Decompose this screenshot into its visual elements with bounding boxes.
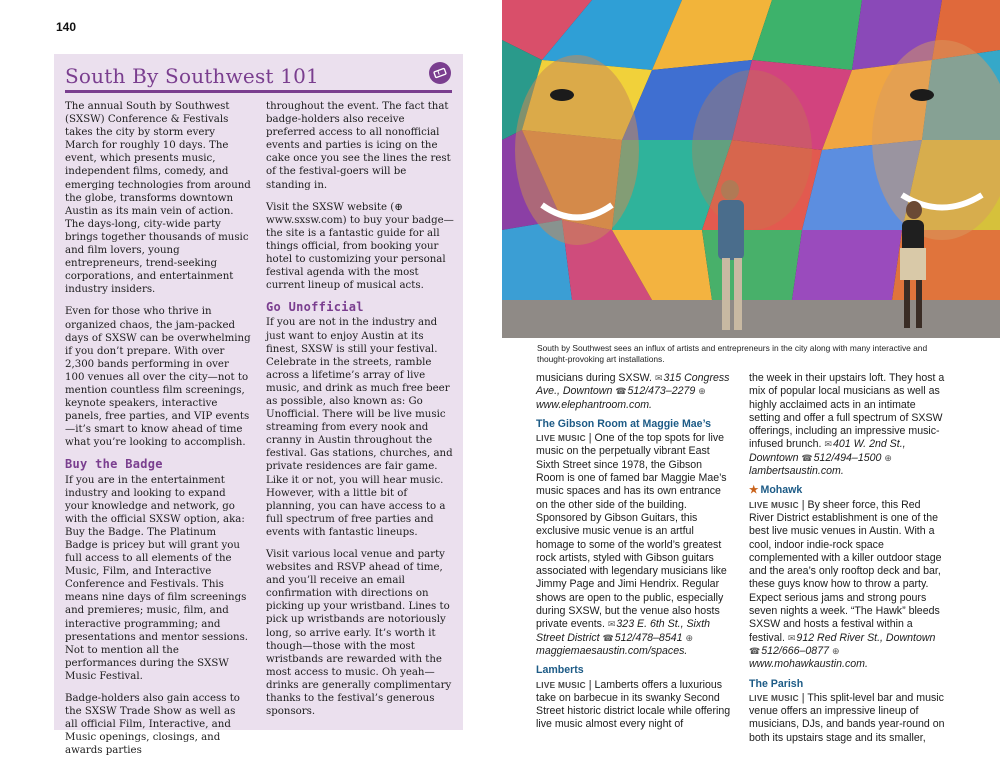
website-link[interactable]: www.elephantroom.com. [536,398,652,411]
sidebar-title: South By Southwest 101 [65,64,319,88]
phone-icon: ☎ [602,632,614,643]
star-icon: ★ [749,484,759,497]
category-label: LIVE MUSIC [536,434,586,444]
ticket-icon [429,62,451,84]
category-label: LIVE MUSIC [749,693,799,703]
sidebar-paragraph: If you are in the entertainment industry and looking to expand your knowledge and network, go with the official SXSW option, aka: Buy the Badge. The Platinum Badge is pricey but will grant you full access to all elements of the Music, Film, and Interactive Conference and Festivals. This means nine days of film screenings and premieres; music, film, and interactive programming; and presentations and mentor sessions. Not to mention all the performances during the SXSW Music Festival. [65,474,249,682]
address: 912 Red River St., Downtown [796,631,936,644]
heading-buy-the-badge: Buy the Badge [65,457,163,472]
continuation-text: the week in their upstairs loft. They host a mix of popular local musicians as well as highly acclaimed acts in an intimate setting and offer a full spectrum of SXSW offerings, including an impressive music-infused brunch. [749,372,945,451]
address: 401 W. 2nd St., Downtown [749,438,906,464]
website-link[interactable]: maggiemaesaustin.com/spaces. [536,644,688,657]
web-icon: ⊕ [698,386,706,397]
continuation-text: musicians during SXSW. [536,372,652,384]
address: 323 E. 6th St., Sixth Street District [536,618,711,644]
mural-photo [502,0,1000,338]
page-number: 140 [56,20,77,34]
sidebar-paragraph: The annual South by Southwest (SXSW) Conference & Festivals takes the city by storm every March for roughly 10 days. The event, which presents music, independent films, comedy, and emerging technologies from around the globe, transforms downtown Austin as its main vein of action. The days-long, city-wide party brings together thousands of music and film lovers, young entrepreneurs, trend-seeking corporations, and entertainment industry insiders. [65,101,251,296]
sidebar-paragraph: Even for those who thrive in organized chaos, the jam-packed days of SXSW can be overwhelming if you don’t prepare. With over 2,300 bands performing in over 100 venues all over the city—not to mention countless film screenings, keynote speakers, interactive panels, free parties, and VIP events—it’s smart to know ahead of time what you’re looking to accomplish. [65,306,251,449]
listings-column-b [749,372,945,751]
mail-icon: ✉ [607,619,616,630]
mail-icon: ✉ [824,439,832,450]
web-icon: ⊕ [884,452,892,463]
website-link[interactable]: lambertsaustin.com. [749,465,844,478]
website-link[interactable]: www.mohawkaustin.com. [749,658,868,671]
phone-icon: ☎ [749,645,761,656]
mail-icon: ✉ [787,632,796,643]
phone-number: 512/478–8541 [614,631,683,644]
photo-caption: South by Southwest sees an influx of artists and entrepreneurs in the city along with many interactive and thought-provoking art installations. [537,343,928,364]
web-icon: ⊕ [685,632,694,643]
sidebar-paragraph: Badge-holders also gain access to the SXSW Trade Show as well as all official Film, Interactive, and Music openings, closings, and awards parties [65,693,240,757]
venue-name-mohawk [749,484,945,497]
sidebar-rule [65,90,452,93]
venue-name-gibson: The Gibson Room at Maggie Mae’s [536,417,712,430]
listing-parish: LIVE MUSIC | This split-level bar and music venue offers an impressive lineup of musicians, DJs, and bands year-round on both its upstairs stage and its smaller, [749,691,945,744]
listing-lamberts: LIVE MUSIC | Lamberts offers a luxurious take on barbecue in its swanky Second Street historic district locale while offering live music almost every night of [536,678,731,731]
venue-description: This split-level bar and music venue offers an impressive lineup of musicians, DJs, and bands year-round on both its upstairs stage and its smaller, [749,691,945,744]
web-icon: ⊕ [831,645,840,656]
sidebar-column-right [266,100,454,727]
mail-icon: ✉ [654,373,663,383]
phone-number: 512/494–1500 [813,451,882,464]
listings-column-a [536,372,732,738]
heading-go-unofficial: Go Unofficial [266,300,364,315]
address: 315 Congress Ave., Downtown [536,372,730,398]
sidebar-column-left [65,100,251,767]
sidebar-paragraph: Visit the SXSW website (⊕ www.sxsw.com) to buy your badge—the site is a fantastic guide for all things official, from booking your hotel to customizing your personal festival agenda with the most current lineup of musical acts. [266,201,454,292]
venue-name-parish: The Parish [749,677,804,690]
phone-icon: ☎ [801,452,813,463]
venue-description: One of the top spots for live music on the perpetually vibrant East Sixth Street since 1978, the Gibson Room is one of famed bar Maggie Mae’s music spaces and has its own entrance on the other side of the building. Sponsored by Gibson Guitars, this exclusive music venue is an artful homage to some of the world’s greatest rock artists, styled with Gibson guitars associated with legendary musicians like Jimmy Page and Jimi Hendrix. Regular shows are open to the public, especially during SXSW, but the venue also hosts private events. [536,432,727,631]
category-label: LIVE MUSIC [536,680,586,690]
listing-continuation [536,372,732,412]
venue-title: Mohawk [760,484,803,497]
venue-description: By sheer force, this Red River District establishment is one of the best live music venues in Austin. With a cool, indoor indie-rock space complemented with a killer outdoor stage and the area’s only rooftop deck and bar, these guys know how to throw a party. Expect serious jams and strong pours seven nights a week. “The Hawk” bleeds SXSW and hosts a festival within a festival. [749,498,942,644]
sxsw-sidebar [54,54,463,757]
listing-mohawk: LIVE MUSIC | By sheer force, this Red River District establishment is one of the best live music venues in Austin. With a cool, indoor indie-rock space complemented with a killer outdoor stage and the area’s only rooftop deck and bar, these guys know how to throw a party. Expect serious jams and strong pours seven nights a week. “The Hawk” bleeds SXSW and hosts a festival within a festival. ✉912 Red River St., Downtown ☎512/666–0877 ⊕www.mohawkaustin.com. [749,498,942,671]
phone-number: 512/473–2279 [627,385,696,398]
phone-icon: ☎ [615,386,627,397]
sidebar-paragraph: If you are not in the industry and just want to enjoy Austin at its finest, SXSW is still your festival. Celebrate in the streets, ramble across a lifetime’s array of live music, and drink as much free beer as possible, also known as: Go Unofficial. There will be live music streaming from every nook and cranny in Austin throughout the festival. Gas stations, churches, and private residences are fair game. Like it or not, you will hear music. However, with a little bit of planning, you can have access to a full spectrum of free parties and events with fantastic lineups. [266,317,453,538]
venue-description: Lamberts offers a luxurious take on barbecue in its swanky Second Street historic district locale while offering live music almost every night of [536,678,731,731]
sidebar-paragraph: throughout the event. The fact that badge-holders also receive preferred access to all nonofficial events and parties is icing on the cake once you see the lines the rest of the festival-goers will be standing in. [266,101,451,191]
listing-continuation [749,372,945,478]
category-label: LIVE MUSIC [749,500,799,510]
venue-name-lamberts: Lamberts [536,664,584,677]
phone-number: 512/666–0877 [761,644,829,657]
listing-gibson: LIVE MUSIC | One of the top spots for live music on the perpetually vibrant East Sixth Street since 1978, the Gibson Room is one of famed bar Maggie Mae’s music spaces and has its own entrance on the other side of the building. Sponsored by Gibson Guitars, this exclusive music venue is an artful homage to some of the world’s greatest rock artists, styled with Gibson guitars associated with legendary musicians like Jimmy Page and Jimi Hendrix. Regular shows are open to the public, especially during SXSW, but the venue also hosts private events. ✉323 E. 6th St., Sixth Street District ☎512/478–8541 ⊕maggiemaesaustin.com/spaces. [536,432,727,657]
sidebar-paragraph: Visit various local venue and party websites and RSVP ahead of time, and you’ll receive an email confirmation with directions on picking up your wristband. Lines to pick up wristbands are notoriously long, so arrive early. It’s worth it though—those with the most wristbands are rewarded with the most access to music. Oh yeah—drinks are generally complimentary thanks to the festival’s generous sponsors. [266,549,452,718]
